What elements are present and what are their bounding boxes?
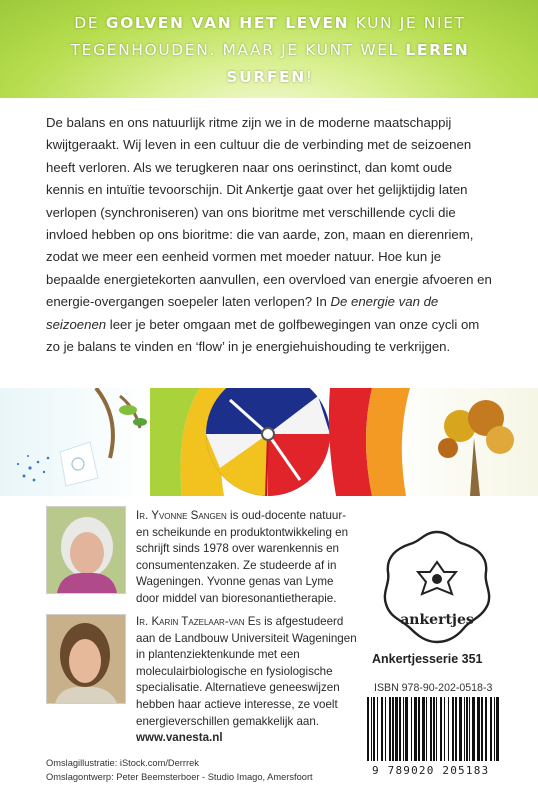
author-photo-karin bbox=[46, 614, 126, 704]
logo-text: ankertjes bbox=[400, 612, 474, 628]
barcode-bar bbox=[371, 697, 372, 761]
barcode-bar bbox=[403, 697, 404, 761]
tagline-highlight: GOLVEN VAN HET LEVEN bbox=[105, 14, 350, 32]
author-name: Ir. Yvonne Sangen bbox=[136, 509, 227, 522]
illustration-credit: Omslagillustratie: iStock.com/Derrrek bbox=[46, 758, 199, 768]
header-banner bbox=[0, 0, 538, 98]
barcode-bar bbox=[440, 697, 442, 761]
barcode-bar bbox=[426, 697, 427, 761]
barcode bbox=[365, 697, 500, 761]
tagline-text: DE bbox=[74, 14, 106, 32]
author-name: Ir. Karin Tazelaar-van Es bbox=[136, 615, 261, 628]
barcode-bar bbox=[392, 697, 394, 761]
barcode-bar bbox=[444, 697, 445, 761]
ankertjes-logo bbox=[378, 528, 496, 646]
barcode-bar bbox=[389, 697, 391, 761]
barcode-bar bbox=[411, 697, 412, 761]
barcode-bar bbox=[472, 697, 475, 761]
barcode-bar bbox=[373, 697, 375, 761]
barcode-bar bbox=[496, 697, 499, 761]
barcode-bar bbox=[459, 697, 462, 761]
barcode-bar bbox=[367, 697, 369, 761]
tagline bbox=[60, 10, 480, 91]
barcode-bar bbox=[455, 697, 457, 761]
author-bio-karin: Ir. Karin Tazelaar-van Es is afgestudeerd aan de Landbouw Universiteit Wageningen in plantenziektenkunde met een moleculairbiologische en fysiologische specialisatie. Alternatieve geneeswijzen hebben haar actieve interesse, ze voelt energieverschillen gemakkelijk aan. www.vanesta.nl bbox=[136, 615, 357, 745]
author-bio-yvonne: Ir. Yvonne Sangen is oud-docente natuur- en scheikunde en produktontwikkeling en schrijft sinds 1978 over warenkennis en consumentenzaken. Ze studeerde af in Wageningen. Yvonne genas van Lyme door middel van bioresonantietherapie. bbox=[136, 509, 349, 605]
barcode-bar bbox=[477, 697, 480, 761]
series-label: Ankertjesserie 351 bbox=[372, 652, 483, 666]
barcode-bar bbox=[464, 697, 465, 761]
tagline-text: ! bbox=[305, 68, 314, 86]
barcode-bar bbox=[469, 697, 470, 761]
barcode-bar bbox=[430, 697, 432, 761]
barcode-bar bbox=[494, 697, 495, 761]
blurb-paragraph: De balans en ons natuurlijk ritme zijn we in de moderne maatschappij kwijtgeraakt. Wij leven in een cultuur die de verbinding met de seizoenen heeft verloren. Als we terugkeren naar ons oerinstinct, dan komt oude kennis en intuïtie tevoorschijn. Dit Ankertje gaat over het gelijktijdig laten verlopen (synchroniseren) van ons bioritme met verschillende cycli die invloed hebben op ons bioritme: die van aarde, zon, maan en dierenriem, zodat we meer een eenheid vormen met moeder natuur. Hoe kun je bepaalde energietekorten aanvullen, een overvloed van energie afvoeren en energie-overgangen soepeler laten verlopen? In De energie van de seizoenen leer je beter omgaan met de golfbewegingen van onze cycli om zo je balans te vinden en ‘flow’ in je energiehuishouding te verkrijgen. bbox=[46, 115, 492, 355]
barcode-bar bbox=[395, 697, 398, 761]
website-link[interactable]: www.vanesta.nl bbox=[136, 731, 223, 745]
barcode-bar bbox=[452, 697, 454, 761]
barcode-bar bbox=[399, 697, 401, 761]
barcode-bar bbox=[385, 697, 386, 761]
barcode-bar bbox=[490, 697, 492, 761]
barcode-number: 9 789020 205183 bbox=[372, 764, 490, 777]
barcode-bar bbox=[377, 697, 378, 761]
barcode-bar bbox=[481, 697, 483, 761]
barcode-bar bbox=[418, 697, 420, 761]
back-cover-blurb bbox=[46, 112, 492, 358]
tagline-highlight: LEREN SURFEN bbox=[226, 41, 470, 86]
barcode-bar bbox=[405, 697, 408, 761]
author-photo-yvonne bbox=[46, 506, 126, 594]
design-credit: Omslagontwerp: Peter Beemsterboer - Studio Imago, Amersfoort bbox=[46, 771, 313, 782]
book-title: De energie van de seizoenen bbox=[46, 294, 439, 332]
barcode-bar bbox=[381, 697, 383, 761]
barcode-bar bbox=[448, 697, 449, 761]
barcode-bar bbox=[433, 697, 435, 761]
barcode-bar bbox=[414, 697, 417, 761]
tagline-text: KUN JE NIET TEGENHOUDEN. MAAR JE KUNT WEL bbox=[70, 14, 466, 59]
seasons-illustration bbox=[0, 388, 538, 496]
barcode-bar bbox=[436, 697, 437, 761]
barcode-bar bbox=[422, 697, 425, 761]
isbn-text: ISBN 978-90-202-0518-3 bbox=[374, 682, 493, 694]
barcode-bar bbox=[485, 697, 487, 761]
cover-credits bbox=[46, 757, 313, 785]
barcode-bar bbox=[466, 697, 468, 761]
